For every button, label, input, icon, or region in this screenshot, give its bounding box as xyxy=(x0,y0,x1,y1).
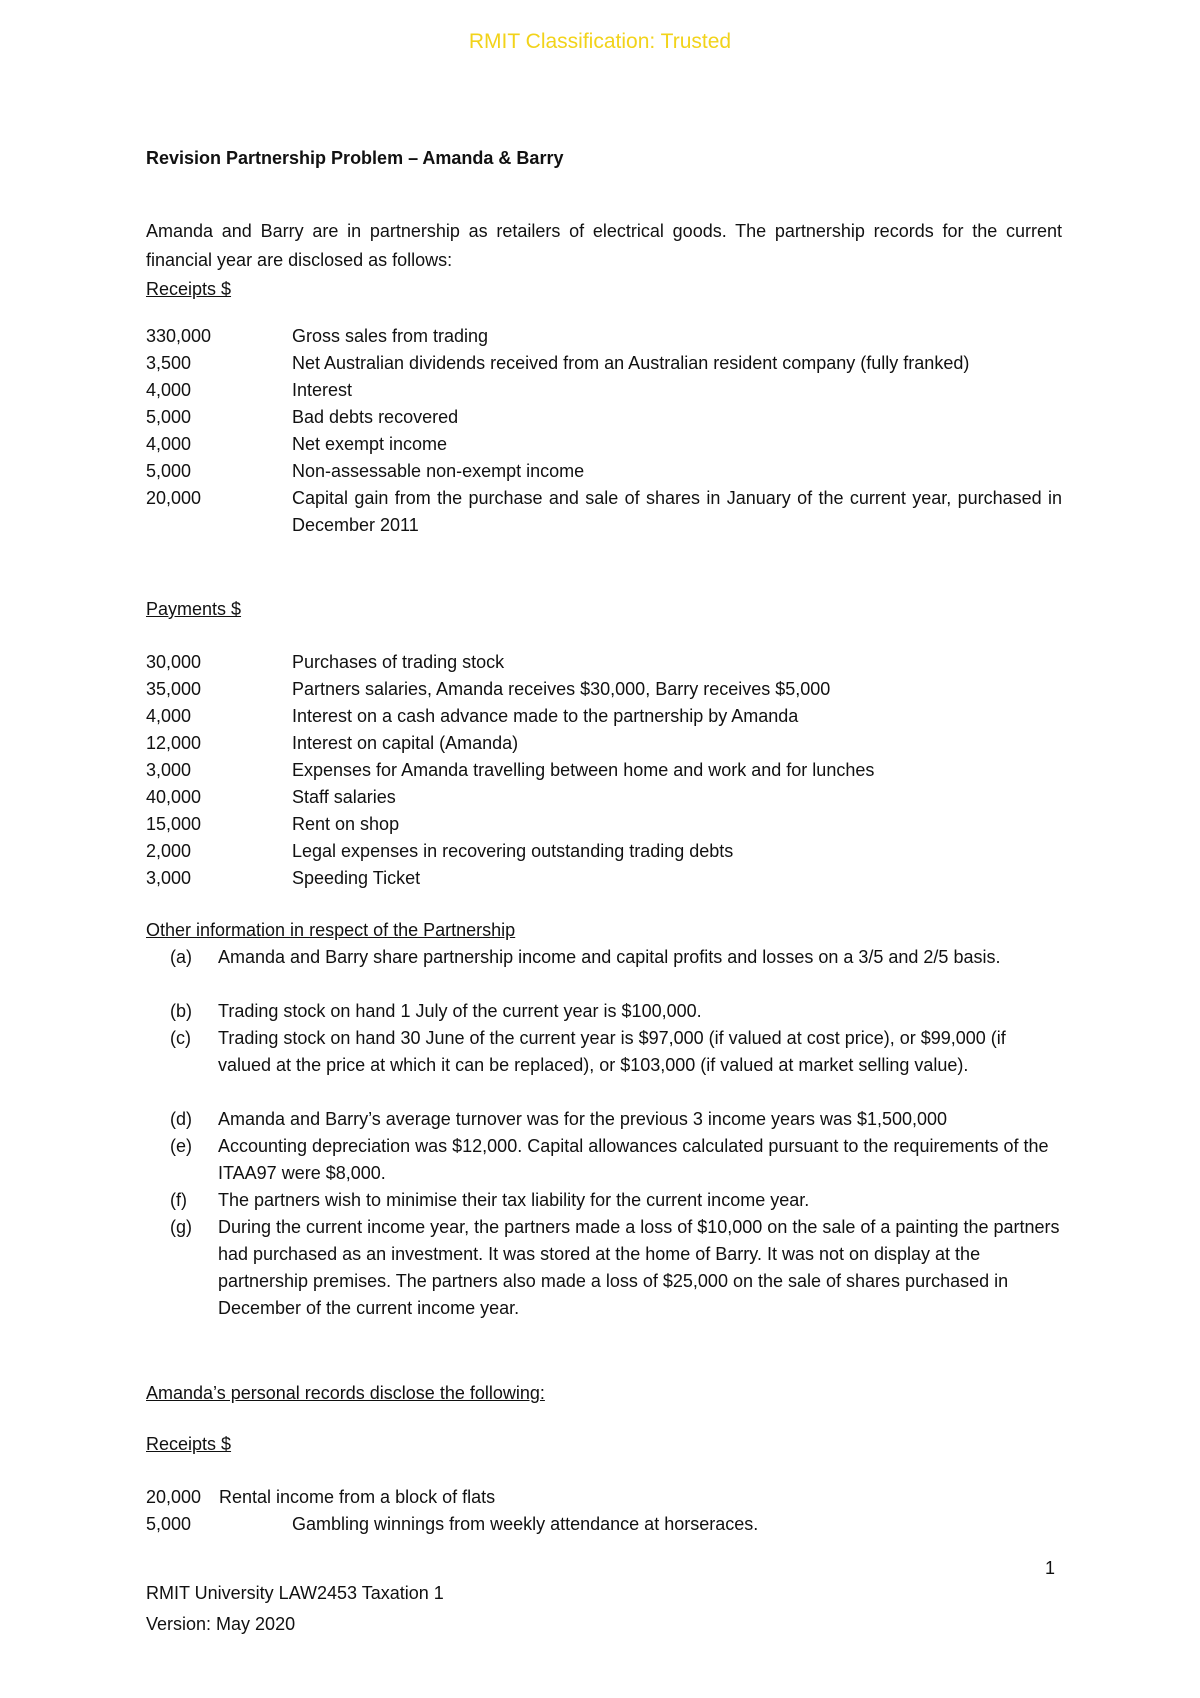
receipt-desc: Gross sales from trading xyxy=(292,326,489,346)
list-item xyxy=(170,1025,1062,1079)
list-item-text: Trading stock on hand 1 July of the current year is $100,000. xyxy=(218,1001,702,1021)
payment-amount: 3,000 xyxy=(146,868,192,888)
other-info-heading: Other information in respect of the Partnership xyxy=(146,920,516,940)
payment-amount: 4,000 xyxy=(146,706,192,726)
list-item xyxy=(170,1133,1062,1187)
list-item-text: Amanda and Barry share partnership income and capital profits and losses on a 3/5 and 2/5 basis. xyxy=(218,947,1001,967)
receipt-amount: 5,000 xyxy=(146,1514,192,1534)
receipt-row xyxy=(146,458,1062,485)
receipt-row xyxy=(146,350,1062,377)
list-item-label: (f) xyxy=(170,1190,187,1210)
amanda-receipt-row xyxy=(146,1511,1062,1538)
receipt-desc: Rental income from a block of flats xyxy=(219,1487,496,1507)
payment-row xyxy=(146,757,1062,784)
list-item-label: (e) xyxy=(170,1136,192,1156)
payment-desc: Interest on capital (Amanda) xyxy=(292,733,519,753)
list-item xyxy=(170,944,1062,971)
receipt-row xyxy=(146,485,1062,539)
receipt-desc: Capital gain from the purchase and sale of shares in January of the current year, purchased in December 2011 xyxy=(292,488,1062,535)
receipt-amount: 330,000 xyxy=(146,326,212,346)
list-item-label: (b) xyxy=(170,1001,192,1021)
list-item-text: Amanda and Barry’s average turnover was for the previous 3 income years was $1,500,000 xyxy=(218,1109,948,1129)
list-item xyxy=(170,998,1062,1025)
document-title: Revision Partnership Problem – Amanda & Barry xyxy=(146,148,564,168)
receipt-row xyxy=(146,323,1062,350)
list-item-label: (a) xyxy=(170,947,192,967)
payment-desc: Speeding Ticket xyxy=(292,868,421,888)
receipt-amount: 5,000 xyxy=(146,407,192,427)
payment-row xyxy=(146,676,1062,703)
receipt-desc: Net Australian dividends received from an Australian resident company (fully franked) xyxy=(292,353,970,373)
payment-amount: 2,000 xyxy=(146,841,192,861)
footer-version: Version: May 2020 xyxy=(146,1614,296,1634)
payment-row xyxy=(146,811,1062,838)
list-item-text: During the current income year, the partners made a loss of $10,000 on the sale of a painting the partners had purchased as an investment. It was stored at the home of Barry. It was not on display at the partnership premises. The partners also made a loss of $25,000 on the sale of shares purchased in December of the current income year. xyxy=(218,1217,1060,1318)
classification-label: RMIT Classification: Trusted xyxy=(468,30,732,53)
list-item xyxy=(170,1214,1062,1322)
payment-amount: 15,000 xyxy=(146,814,202,834)
payment-desc: Interest on a cash advance made to the partnership by Amanda xyxy=(292,706,799,726)
list-item-text: The partners wish to minimise their tax liability for the current income year. xyxy=(218,1190,810,1210)
receipt-amount: 5,000 xyxy=(146,461,192,481)
list-item xyxy=(170,1106,1062,1133)
amanda-receipt-row xyxy=(146,1484,1062,1511)
amanda-receipts-heading: Receipts $ xyxy=(146,1434,232,1454)
receipt-amount: 20,000 xyxy=(146,488,202,508)
payment-desc: Staff salaries xyxy=(292,787,396,807)
receipt-row xyxy=(146,431,1062,458)
receipt-desc: Bad debts recovered xyxy=(292,407,459,427)
payment-amount: 12,000 xyxy=(146,733,202,753)
receipt-desc: Interest xyxy=(292,380,353,400)
payment-row xyxy=(146,730,1062,757)
payment-desc: Purchases of trading stock xyxy=(292,652,505,672)
list-item-label: (c) xyxy=(170,1028,191,1048)
receipt-desc: Non-assessable non-exempt income xyxy=(292,461,585,481)
list-item-label: (g) xyxy=(170,1217,192,1237)
payment-row xyxy=(146,838,1062,865)
receipt-row xyxy=(146,404,1062,431)
receipt-amount: 20,000 xyxy=(146,1487,202,1507)
payment-amount: 3,000 xyxy=(146,760,192,780)
list-item xyxy=(170,1187,1062,1214)
payment-amount: 40,000 xyxy=(146,787,202,807)
payment-desc: Rent on shop xyxy=(292,814,400,834)
amanda-records-heading: Amanda’s personal records disclose the following: xyxy=(146,1383,545,1403)
list-item-label: (d) xyxy=(170,1109,192,1129)
payment-row xyxy=(146,703,1062,730)
footer xyxy=(146,1578,444,1640)
list-item-text: Accounting depreciation was $12,000. Capital allowances calculated pursuant to the requirements of the ITAA97 were $8,000. xyxy=(218,1136,1049,1183)
payments-heading: Payments $ xyxy=(146,599,242,619)
receipt-desc: Net exempt income xyxy=(292,434,448,454)
payment-desc: Legal expenses in recovering outstanding trading debts xyxy=(292,841,734,861)
page-number: 1 xyxy=(1045,1558,1056,1578)
payment-desc: Partners salaries, Amanda receives $30,000, Barry receives $5,000 xyxy=(292,679,831,699)
payment-amount: 35,000 xyxy=(146,679,202,699)
receipt-desc: Gambling winnings from weekly attendance at horseraces. xyxy=(292,1514,759,1534)
payment-row xyxy=(146,784,1062,811)
footer-course: RMIT University LAW2453 Taxation 1 xyxy=(146,1583,444,1603)
payment-row xyxy=(146,649,1062,676)
list-item-text: Trading stock on hand 30 June of the current year is $97,000 (if valued at cost price), or $99,000 (if valued at the price at which it can be replaced), or $103,000 (if valued at market selling value). xyxy=(218,1028,1006,1075)
receipt-row xyxy=(146,377,1062,404)
intro-paragraph: Amanda and Barry are in partnership as retailers of electrical goods. The partnership records for the current financial year are disclosed as follows: xyxy=(146,221,1062,270)
receipts-heading: Receipts $ xyxy=(146,279,232,299)
payment-desc: Expenses for Amanda travelling between home and work and for lunches xyxy=(292,760,875,780)
payment-amount: 30,000 xyxy=(146,652,202,672)
payment-row xyxy=(146,865,1062,892)
receipt-amount: 4,000 xyxy=(146,434,192,454)
receipt-amount: 3,500 xyxy=(146,353,192,373)
receipt-amount: 4,000 xyxy=(146,380,192,400)
